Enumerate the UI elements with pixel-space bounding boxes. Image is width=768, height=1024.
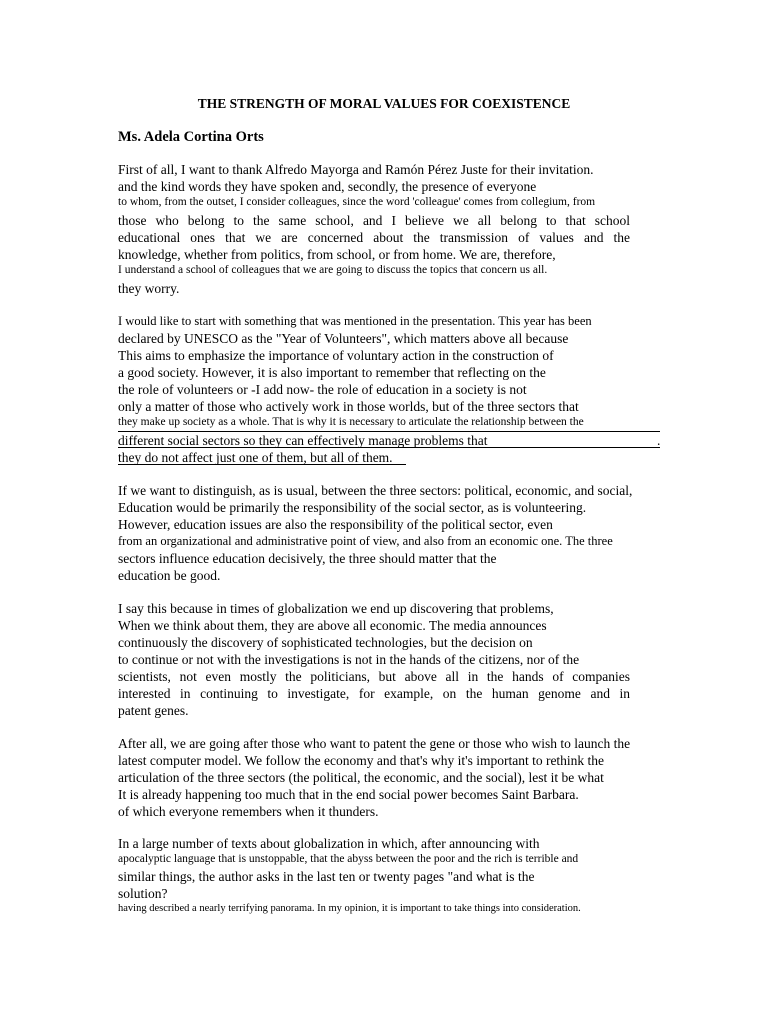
paragraph-2-line-3: This aims to emphasize the importance of voluntary action in the construction of bbox=[118, 348, 554, 363]
paragraph-2-line-2: declared by UNESCO as the "Year of Volunteers", which matters above all because bbox=[118, 331, 569, 346]
underline-rule bbox=[118, 431, 660, 432]
underline-rule bbox=[118, 464, 406, 465]
paragraph-5-line-4: It is already happening too much that in the end social power becomes Saint Barbara. bbox=[118, 787, 579, 802]
paragraph-4-line-1: I say this because in times of globalization we end up discovering that problems, bbox=[118, 601, 554, 616]
paragraph-6-line-2: apocalyptic language that is unstoppable, that the abyss between the poor and the rich is terrible and bbox=[118, 853, 579, 865]
paragraph-1-line-6: knowledge, whether from politics, from school, or from home. We are, therefore, bbox=[118, 247, 556, 262]
paragraph-3-line-6: education be good. bbox=[118, 568, 221, 583]
paragraph-5-line-3: articulation of the three sectors (the political, the economic, and the social), lest it be what bbox=[118, 770, 604, 785]
paragraph-2-line-6: only a matter of those who actively work in those worlds, but of the three sectors that bbox=[118, 399, 579, 414]
paragraph-4-line-7: patent genes. bbox=[118, 703, 189, 718]
paragraph-3-line-4: from an organizational and administrative point of view, and also from an economic one. The three bbox=[118, 534, 613, 548]
paragraph-4-line-6: interested in continuing to investigate, for example, on the human genome and in bbox=[118, 686, 630, 701]
paragraph-4-line-2: When we think about them, they are above all economic. The media announces bbox=[118, 618, 547, 633]
paragraph-1-line-3: to whom, from the outset, I consider colleagues, since the word 'colleague' comes from collegium, from bbox=[118, 196, 596, 208]
paragraph-3-line-3: However, education issues are also the responsibility of the political sector, even bbox=[118, 517, 553, 532]
paragraph-6-line-3: similar things, the author asks in the last ten or twenty pages "and what is the bbox=[118, 869, 535, 884]
paragraph-2-line-5: the role of volunteers or -I add now- the role of education in a society is not bbox=[118, 382, 527, 397]
paragraph-4-line-3: continuously the discovery of sophisticated technologies, but the decision on bbox=[118, 635, 533, 650]
paragraph-3-line-2: Education would be primarily the responsibility of the social sector, as is volunteering. bbox=[118, 500, 587, 515]
paragraph-6-line-5: having described a nearly terrifying panorama. In my opinion, it is important to take things into consideration. bbox=[118, 903, 581, 914]
paragraph-1-line-7: I understand a school of colleagues that we are going to discuss the topics that concern us all. bbox=[118, 264, 548, 276]
paragraph-5-line-1: After all, we are going after those who want to patent the gene or those who wish to launch the bbox=[118, 736, 631, 751]
paragraph-6-line-4: solution? bbox=[118, 886, 168, 901]
paragraph-1-line-2: and the kind words they have spoken and, secondly, the presence of everyone bbox=[118, 179, 537, 194]
paragraph-5-line-2: latest computer model. We follow the economy and that's why it's important to rethink the bbox=[118, 753, 605, 768]
paragraph-4-line-5: scientists, not even mostly the politicians, but above all in the hands of companies bbox=[118, 669, 630, 684]
paragraph-2-line-4: a good society. However, it is also important to remember that reflecting on the bbox=[118, 365, 546, 380]
paragraph-2-line-7: they make up society as a whole. That is why it is necessary to articulate the relationship between the bbox=[118, 416, 584, 428]
paragraph-5-line-5: of which everyone remembers when it thunders. bbox=[118, 804, 379, 819]
paragraph-6-line-1: In a large number of texts about globalization in which, after announcing with bbox=[118, 836, 540, 851]
paragraph-2-line-8: different social sectors so they can effectively manage problems that bbox=[118, 433, 488, 448]
paragraph-3-line-5: sectors influence education decisively, the three should matter that the bbox=[118, 551, 497, 566]
paragraph-4-line-4: to continue or not with the investigations is not in the hands of the citizens, nor of the bbox=[118, 652, 580, 667]
paragraph-2-line-9: they do not affect just one of them, but all of them. bbox=[118, 450, 393, 465]
document-title: THE STRENGTH OF MORAL VALUES FOR COEXISTENCE bbox=[197, 96, 571, 111]
paragraph-3-line-1: If we want to distinguish, as is usual, between the three sectors: political, economic, and social, bbox=[118, 483, 633, 498]
paragraph-1-line-1: First of all, I want to thank Alfredo Mayorga and Ramón Pérez Juste for their invitation. bbox=[118, 162, 594, 177]
trailing-period: . bbox=[657, 433, 661, 448]
paragraph-1-line-5: educational ones that we are concerned about the transmission of values and the bbox=[118, 230, 630, 245]
paragraph-1-line-8: they worry. bbox=[118, 281, 180, 296]
underline-rule bbox=[118, 447, 660, 448]
paragraph-2-line-1: I would like to start with something that was mentioned in the presentation. This year has been bbox=[118, 314, 592, 328]
author-name: Ms. Adela Cortina Orts bbox=[118, 129, 264, 145]
paragraph-1-line-4: those who belong to the same school, and I believe we all belong to that school bbox=[118, 213, 630, 228]
